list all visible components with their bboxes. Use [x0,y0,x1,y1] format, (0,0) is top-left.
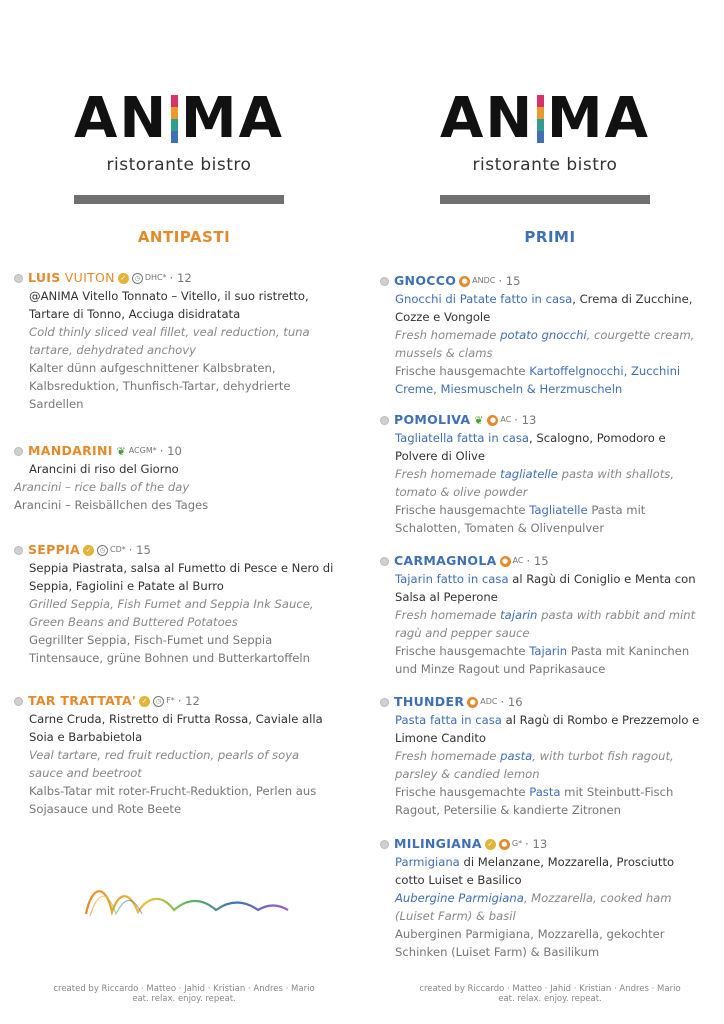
footer [14,984,354,1004]
dish-thunder [380,693,700,819]
dish-name: THUNDER [394,694,465,709]
allergen-icon: ✓ [139,696,150,707]
pin-icon [380,277,389,286]
dish-english: Veal tartare, red fruit reduction, pearls of soya sauce and beetroot [29,748,300,780]
dish-price: · 13 [514,413,537,427]
footer-credits: created by Riccardo · Matteo · Jahid · Kristian · Andres · Mario [53,984,315,994]
anima-logo: A N M A ristorante bistro [74,86,284,175]
homemade-icon: ● [467,697,478,708]
allergen-icon: ✓ [485,839,496,850]
dish-tar-trattata [14,692,334,818]
logo-i-bars [537,95,544,143]
logo-subtitle: ristorante bistro [106,155,252,175]
rainbow-wave-decoration [72,884,292,924]
allergen-codes: ACGM* [128,446,157,455]
dish-name: MANDARINI [28,443,113,458]
dish-name: GNOCCO [394,273,457,288]
section-title-antipasti: ANTIPASTI [137,228,231,246]
dish-name: MILINGIANA [394,836,482,851]
dish-english: Cold thinly sliced veal fillet, veal reduction, tuna tartare, dehydrated anchovy [29,325,310,357]
dish-italian: Tajarin fatto in casa al Ragù di Coniglio e Menta con Salsa al Peperone [395,572,696,604]
dish-name: CARMAGNOLA [394,553,497,568]
dish-english: Aubergine Parmigiana, Mozzarella, cooked ham (Luiset Farm) & basil [395,891,672,923]
homemade-icon: ● [459,276,470,287]
dish-italian: Carne Cruda, Ristretto di Frutta Rossa, Caviale alla Soia e Barbabietola [29,712,323,744]
dish-german: Frische hausgemachte Pasta mit Steinbutt-Fisch Ragout, Petersilie & kandierte Zitronen [395,785,674,817]
anima-logo: A N M A ristorante bistro [440,86,650,175]
dish-name: TAR TRATTATA' [28,693,137,708]
leaf-icon: ❦ [474,413,484,427]
clock-icon: ◷ [97,545,108,556]
dish-luis-vuiton [14,269,334,413]
pin-icon [14,546,23,555]
homemade-icon: ● [500,556,511,567]
dish-milingiana [380,835,700,961]
pin-icon [380,416,389,425]
dish-name: SEPPIA [28,542,80,557]
dish-gnocco [380,272,700,398]
logo-subtitle: ristorante bistro [472,155,618,175]
dish-german: Frische hausgemachte Kartoffelgnocchi, Zucchini Creme, Miesmuscheln & Herzmuscheln [395,364,681,396]
allergen-codes: DHC* [144,273,167,282]
divider-bar [74,195,284,204]
dish-italian: Seppia Piastrata, salsa al Fumetto di Pesce e Nero di Seppia, Fagiolini e Patate al Burro [29,561,334,593]
pin-icon [14,274,23,283]
homemade-icon: ● [487,415,498,426]
menu-page-antipasti [14,0,354,1024]
dish-german: Frische hausgemachte Tagliatelle Pasta mit Schalotten, Tomaten & Olivenpulver [395,503,646,535]
dish-english: Fresh homemade tajarin pasta with rabbit and mint ragù and pepper sauce [395,608,696,640]
dish-price: · 16 [500,695,523,709]
homemade-icon: ● [499,839,510,850]
dish-price: · 15 [128,543,151,557]
allergen-codes: ANDC [472,276,496,285]
pin-icon [380,557,389,566]
dish-carmagnola [380,552,700,678]
dish-italian: @ANIMA Vitello Tonnato – Vitello, il suo ristretto, Tartare di Tonno, Acciuga disidratata [29,289,309,321]
footer [380,984,720,1004]
dish-price: · 15 [498,274,521,288]
dish-german: Frische hausgemachte Tajarin Pasta mit Kaninchen und Minze Ragout und Paprikasauce [395,644,690,676]
dish-seppia [14,541,334,667]
dish-english: Fresh homemade tagliatelle pasta with shallots, tomato & olive powder [395,467,675,499]
clock-icon: ◷ [153,696,164,707]
pin-icon [380,698,389,707]
dish-italian: Gnocchi di Patate fatto in casa, Crema di Zucchine, Cozze e Vongole [395,292,693,324]
allergen-codes: AC [500,415,512,424]
logo-i-bars [171,95,178,143]
dish-english: Grilled Seppia, Fish Fumet and Seppia Ink Sauce, Green Beans and Buttered Potatoes [29,597,314,629]
dish-german: Kalter dünn aufgeschnittener Kalbsbraten, Kalbsreduktion, Thunfisch-Tartar, dehydrierte Sardellen [29,361,291,411]
section-title-primi: PRIMI [524,228,576,246]
leaf-icon: ❦ [116,444,126,458]
pin-icon [14,697,23,706]
dish-mandarini [14,442,334,514]
dish-price: · 13 [525,837,548,851]
dish-german: Arancini – Reisbällchen des Tages [14,498,209,512]
dish-price: · 10 [159,444,182,458]
allergen-icon: ✓ [83,545,94,556]
pin-icon [14,447,23,456]
divider-bar [440,195,650,204]
dish-italian: Pasta fatta in casa al Ragù di Rombo e Prezzemolo e Limone Candito [395,713,700,745]
dish-italian: Parmigiana di Melanzane, Mozzarella, Prosciutto cotto Luiset e Basilico [395,855,675,887]
footer-credits: created by Riccardo · Matteo · Jahid · Kristian · Andres · Mario [419,984,681,994]
allergen-codes: G* [511,839,523,848]
clock-icon: ◷ [132,273,143,284]
dish-german: Kalbs-Tatar mit roter-Frucht-Reduktion, Perlen aus Sojasauce und Rote Beete [29,784,317,816]
allergen-codes: F* [166,696,175,705]
allergen-icon: ✓ [118,273,129,284]
dish-english: Fresh homemade pasta, with turbot fish ragout, parsley & candied lemon [395,749,674,781]
footer-tagline: eat. relax. enjoy. repeat. [498,994,602,1004]
dish-german: Gegrillter Seppia, Fisch-Fumet und Seppia Tintensauce, grüne Bohnen und Butterkartoffeln [29,633,310,665]
allergen-codes: CD* [110,545,126,554]
dish-german: Auberginen Parmigiana, Mozzarella, gekochter Schinken (Luiset Farm) & Basilikum [395,927,665,959]
dish-italian: Arancini di riso del Giorno [29,462,179,476]
dish-pomoliva [380,411,700,537]
dish-italian: Tagliatella fatta in casa, Scalogno, Pomodoro e Polvere di Olive [395,431,666,463]
dish-english: Fresh homemade potato gnocchi, courgette cream, mussels & clams [395,328,695,360]
footer-tagline: eat. relax. enjoy. repeat. [132,994,236,1004]
menu-page-primi [380,0,720,1024]
dish-price: · 12 [177,694,200,708]
dish-name: POMOLIVA [394,412,471,427]
dish-price: · 15 [526,554,549,568]
allergen-codes: AC [512,556,524,565]
dish-english: Arancini – rice balls of the day [14,480,190,494]
dish-name: LUIS VUITON [28,270,115,285]
pin-icon [380,840,389,849]
dish-price: · 12 [169,271,192,285]
allergen-codes: ADC [480,697,498,706]
